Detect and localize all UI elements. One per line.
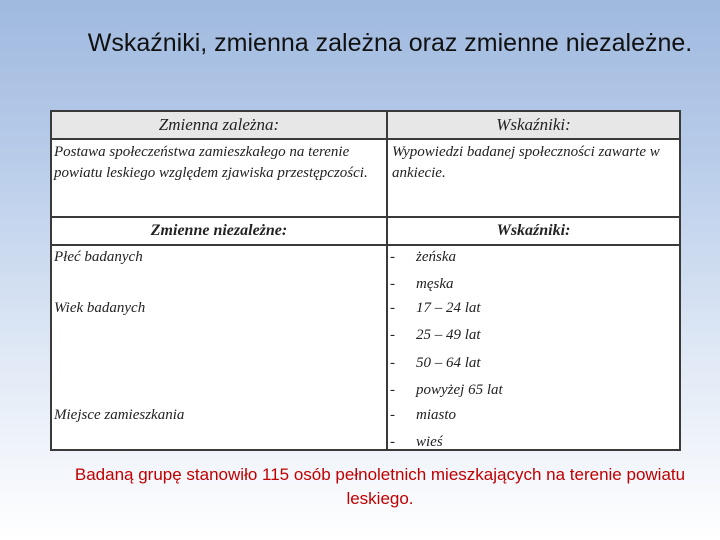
dash: - bbox=[390, 327, 395, 343]
indicators-header: Wskaźniki: bbox=[388, 112, 679, 140]
variable-residence: Miejsce zamieszkania bbox=[54, 407, 185, 423]
variables-table bbox=[50, 110, 681, 451]
dependent-indicator-value: Wypowiedzi badanej społeczności zawarte w ankiecie. bbox=[392, 144, 660, 181]
indicator-text: 17 – 24 lat bbox=[416, 300, 481, 316]
dash: - bbox=[390, 382, 395, 398]
dependent-variable-header: Zmienna zależna: bbox=[52, 112, 388, 140]
indicator-text: miasto bbox=[416, 407, 457, 423]
indicator-text: 25 – 49 lat bbox=[416, 327, 481, 343]
column-divider bbox=[386, 112, 388, 449]
indicators-header-2: Wskaźniki: bbox=[388, 218, 679, 246]
indicator-text: wieś bbox=[416, 434, 443, 450]
indicator-text: powyżej 65 lat bbox=[416, 382, 503, 398]
indicator-text: żeńska bbox=[416, 249, 456, 265]
variable-sex: Płeć badanych bbox=[54, 249, 143, 265]
dependent-variable-value: Postawa społeczeństwa zamieszkałego na terenie powiatu leskiego względem zjawiska przestępczości. bbox=[54, 144, 368, 181]
dash: - bbox=[390, 407, 395, 423]
slide-title: Wskaźniki, zmienna zależna oraz zmienne niezależne. bbox=[87, 29, 693, 57]
dash: - bbox=[390, 355, 395, 371]
variable-age: Wiek badanych bbox=[54, 300, 146, 316]
independent-variables-header: Zmienne niezależne: bbox=[52, 218, 388, 246]
dash: - bbox=[390, 249, 395, 265]
dash: - bbox=[390, 300, 395, 316]
indicator-text: 50 – 64 lat bbox=[416, 355, 481, 371]
indicator-text: męska bbox=[416, 276, 454, 292]
dash: - bbox=[390, 276, 395, 292]
dash: - bbox=[390, 434, 395, 450]
summary-note: Badaną grupę stanowiło 115 osób pełnoletnich mieszkających na terenie powiatu leskiego. bbox=[74, 465, 686, 508]
